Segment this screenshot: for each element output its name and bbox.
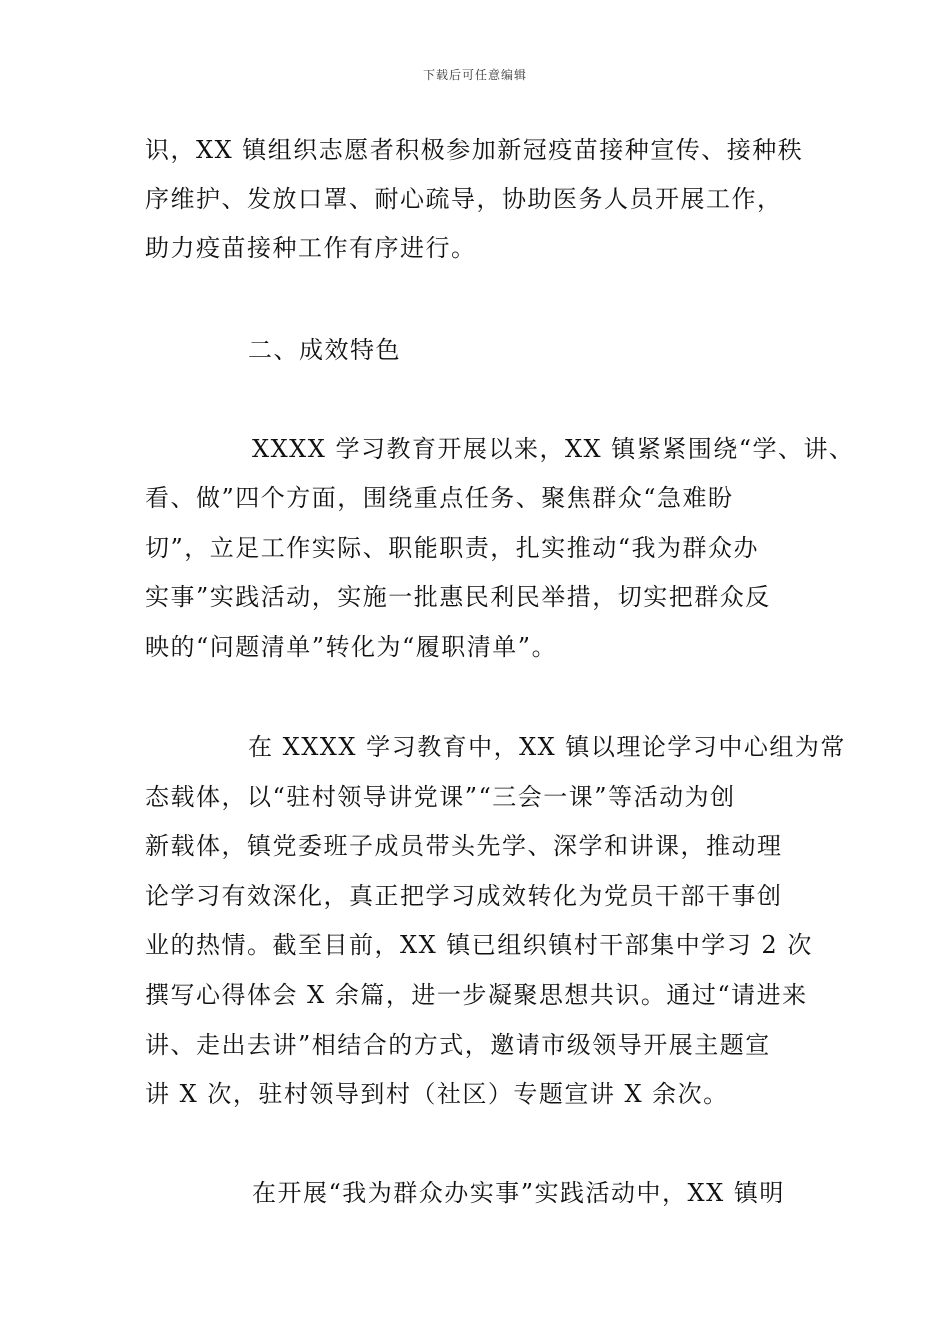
text-line: 讲、走出去讲”相结合的方式，邀请市级领导开展主题宣: [145, 1031, 771, 1059]
text-line: 新载体，镇党委班子成员带头先学、深学和讲课，推动理: [145, 832, 783, 860]
text-line: 讲 X 次，驻村领导到村（社区）专题宣讲 X 余次。: [145, 1080, 729, 1108]
text-line: 映的“问题清单”转化为“履职清单”。: [145, 633, 558, 661]
text-line: 在 XXXX 学习教育中，XX 镇以理论学习中心组为常: [248, 733, 846, 761]
text-line: 实事”实践活动，实施一批惠民利民举措，切实把群众反: [145, 583, 771, 611]
text-line: 论学习有效深化，真正把学习成效转化为党员干部干事创: [145, 882, 783, 910]
header-note: 下载后可任意编辑: [422, 68, 527, 82]
text-line: 态载体，以“驻村领导讲党课”“三会一课”等活动为创: [145, 783, 736, 811]
text-line: 在开展“我为群众办实事”实践活动中，XX 镇明: [252, 1179, 785, 1207]
text-line: XXXX 学习教育开展以来，XX 镇紧紧围绕“学、讲、: [252, 435, 855, 463]
text-line: 看、做”四个方面，围绕重点任务、聚焦群众“急难盼: [145, 484, 734, 512]
heading-text: 二、成效特色: [248, 336, 401, 364]
text-line: 业的热情。截至目前，XX 镇已组织镇村干部集中学习 2 次: [145, 931, 813, 959]
text-line: 序维护、发放口罩、耐心疏导，协助医务人员开展工作，: [145, 185, 783, 213]
text-line: 识，XX 镇组织志愿者积极参加新冠疫苗接种宣传、接种秩: [145, 136, 804, 164]
text-line: 撰写心得体会 X 余篇，进一步凝聚思想共识。通过“请进来: [145, 981, 808, 1009]
text-line: 助力疫苗接种工作有序进行。: [145, 234, 477, 262]
text-line: 切”，立足工作实际、职能职责，扎实推动“我为群众办: [145, 534, 760, 562]
